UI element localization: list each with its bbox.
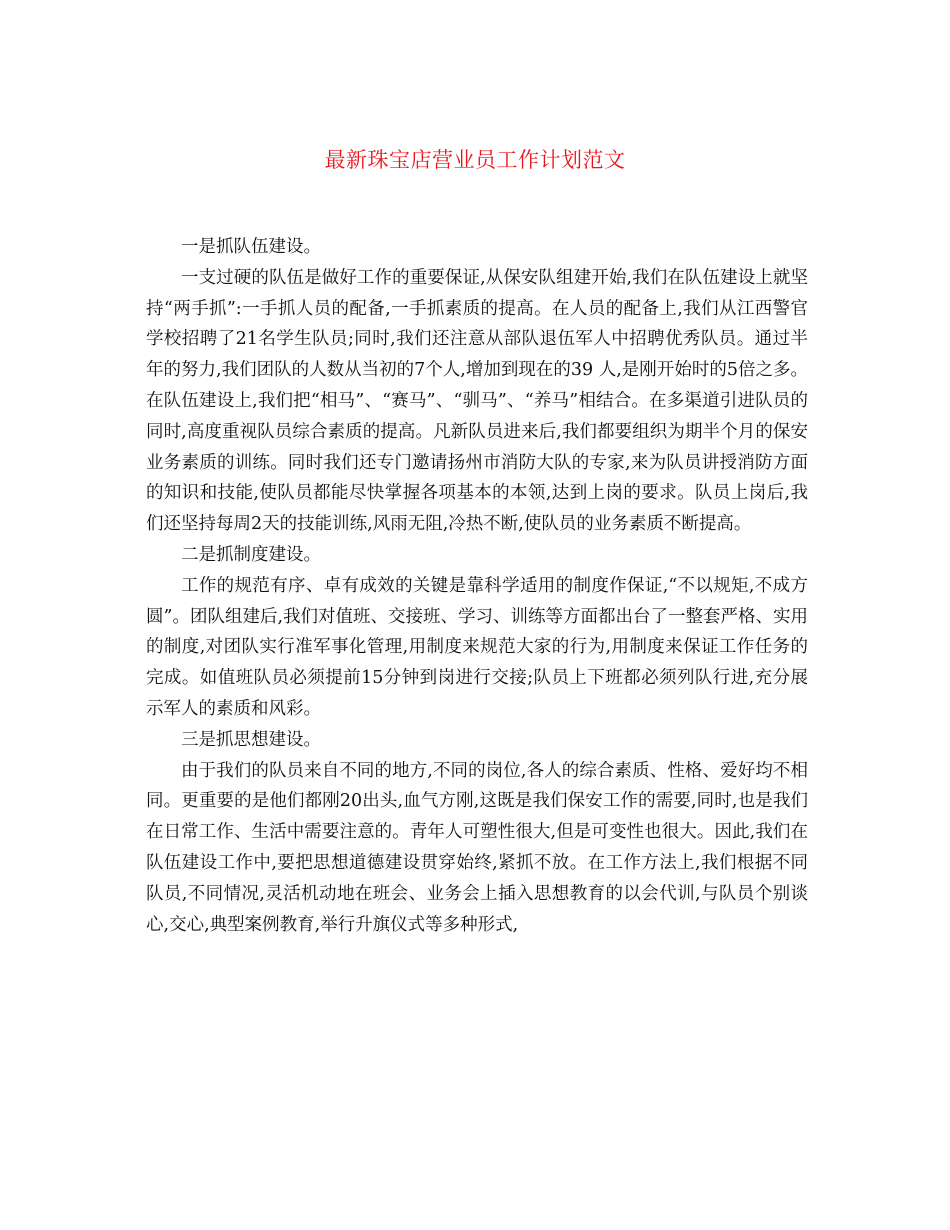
document-body xyxy=(146,232,808,940)
section-heading-thought: 三是抓思想建设。 xyxy=(181,729,321,750)
section-heading-system: 二是抓制度建设。 xyxy=(181,544,321,565)
paragraph-team: 一支过硬的队伍是做好工作的重要保证,从保安队组建开始,我们在队伍建设上就坚持“两手抓”:一手抓人员的配备,一手抓素质的提高。在人员的配备上,我们从江西警官学校招聘了21名学生队员;同时,我们还注意从部队退伍军人中招聘优秀队员。通过半年的努力,我们团队的人数从当初的7个人,增加到现在的39 人,是刚开始时的5倍之多。在队伍建设上,我们把“相马”、“赛马”、“驯马”、“养马”相结合。在多渠道引进队员的同时,高度重视队员综合素质的提高。凡新队员进来后,我们都要组织为期半个月的保安业务素质的训练。同时我们还专门邀请扬州市消防大队的专家,来为队员讲授消防方面的知识和技能,使队员都能尽快掌握各项基本的本领,达到上岗的要求。队员上岗后,我们还坚持每周2天的技能训练,风雨无阻,冷热不断,使队员的业务素质不断提高。 xyxy=(146,267,808,535)
paragraph-system: 工作的规范有序、卓有成效的关键是靠科学适用的制度作保证,“不以规矩,不成方圆”。团队组建后,我们对值班、交接班、学习、训练等方面都出台了一整套严格、实用的制度,对团队实行准军事化管理,用制度来规范大家的行为,用制度来保证工作任务的完成。如值班队员必须提前15分钟到岗进行交接;队员上下班都必须列队行进,充分展示军人的素质和风彩。 xyxy=(146,575,809,719)
document-title: 最新珠宝店营业员工作计划范文 xyxy=(324,148,626,172)
section-heading-team: 一是抓队伍建设。 xyxy=(181,237,321,257)
paragraph-thought: 由于我们的队员来自不同的地方,不同的岗位,各人的综合素质、性格、爱好均不相同。更重要的是他们都刚20出头,血气方刚,这既是我们保安工作的需要,同时,也是我们在日常工作、生活中需要注意的。青年人可塑性很大,但是可变性也很大。因此,我们在队伍建设工作中,要把思想道德建设贯穿始终,紧抓不放。在工作方法上,我们根据不同队员,不同情况,灵活机动地在班会、业务会上插入思想教育的以会代训,与队员个别谈心,交心,典型案例教育,举行升旗仪式等多种形式, xyxy=(146,760,808,935)
